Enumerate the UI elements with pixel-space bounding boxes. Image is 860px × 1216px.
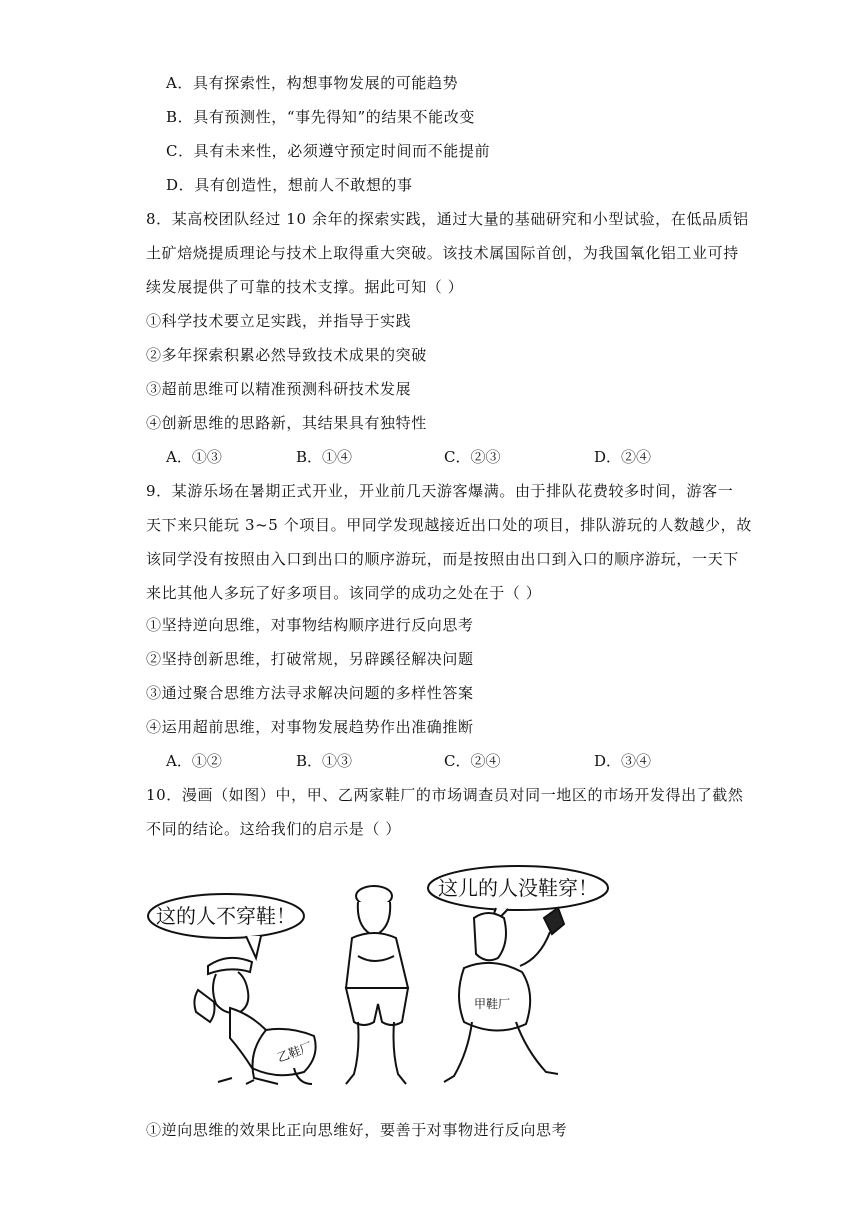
q7-option-b: B．具有预测性，“事先得知”的结果不能改变 <box>166 108 475 126</box>
q8-choice-d: D．②④ <box>594 448 652 466</box>
q8-item: ②多年探索积累必然导致技术成果的突破 <box>146 346 427 364</box>
q8-stem-line: 8．某高校团队经过 10 余年的探索实践，通过大量的基础研究和小型试验，在低品质铝 <box>146 210 749 228</box>
right-speech-bubble <box>428 866 608 930</box>
q10-stem-line: 10．漫画（如图）中，甲、乙两家鞋厂的市场调查员对同一地区的市场开发得出了截然 <box>146 786 744 804</box>
q8-stem-line: 土矿焙烧提质理论与技术上取得重大突破。该技术属国际首创，为我国氧化铝工业可持 <box>146 244 739 262</box>
q8-item: ①科学技术要立足实践，并指导于实践 <box>146 312 412 330</box>
q8-choice-a: A．①③ <box>166 448 222 466</box>
left-speech-bubble <box>148 894 304 958</box>
svg-text:甲鞋厂: 甲鞋厂 <box>473 997 511 1011</box>
right-bubble-text: 这儿的人没鞋穿！ <box>438 876 598 900</box>
q9-item: ③通过聚合思维方法寻求解决问题的多样性答案 <box>146 684 474 702</box>
q8-choice-b: B．①④ <box>296 448 353 466</box>
q9-choice-a: A．①② <box>166 752 222 770</box>
q10-item: ①逆向思维的效果比正向思维好，要善于对事物进行反向思考 <box>146 1121 568 1139</box>
q10-stem-line: 不同的结论。这给我们的启示是（ ） <box>146 820 401 838</box>
q7-option-d: D．具有创造性，想前人不敢想的事 <box>166 176 413 194</box>
right-belly-label <box>474 996 510 1011</box>
q9-item: ②坚持创新思维，打破常规，另辟蹊径解决问题 <box>146 650 474 668</box>
left-bubble-text: 这的人不穿鞋！ <box>156 904 296 928</box>
q9-item: ④运用超前思维，对事物发展趋势作出准确推断 <box>146 718 474 736</box>
cartoon-illustration <box>146 858 616 1098</box>
q9-stem-line: 9．某游乐场在暑期正式开业，开业前几天游客爆满。由于排队花费较多时间，游客一 <box>146 482 734 500</box>
q9-stem-line: 天下来只能玩 3~5 个项目。甲同学发现越接近出口处的项目，排队游玩的人数越少，故 <box>146 516 752 534</box>
crouching-salesman-figure <box>194 958 315 1084</box>
standing-salesman-figure <box>444 908 564 1082</box>
q9-choice-c: C．②④ <box>444 752 501 770</box>
q7-option-a: A．具有探索性，构想事物发展的可能趋势 <box>166 74 459 92</box>
barefoot-local-figure <box>346 886 408 1084</box>
svg-text:乙鞋厂: 乙鞋厂 <box>275 1039 314 1065</box>
q8-item: ③超前思维可以精准预测科研技术发展 <box>146 380 412 398</box>
q9-stem-line: 来比其他人多玩了好多项目。该同学的成功之处在于（ ） <box>146 584 542 602</box>
q8-item: ④创新思维的思路新，其结果具有独特性 <box>146 414 427 432</box>
q9-stem-line: 该同学没有按照由入口到出口的顺序游玩，而是按照由出口到入口的顺序游玩，一天下 <box>146 550 739 568</box>
q9-item: ①坚持逆向思维，对事物结构顺序进行反向思考 <box>146 616 474 634</box>
q8-stem-line: 续发展提供了可靠的技术支撑。据此可知（ ） <box>146 278 464 296</box>
q9-choice-b: B．①③ <box>296 752 353 770</box>
q9-choice-d: D．③④ <box>594 752 652 770</box>
q8-choice-c: C．②③ <box>444 448 501 466</box>
q7-option-c: C．具有未来性，必须遵守预定时间而不能提前 <box>166 142 491 160</box>
